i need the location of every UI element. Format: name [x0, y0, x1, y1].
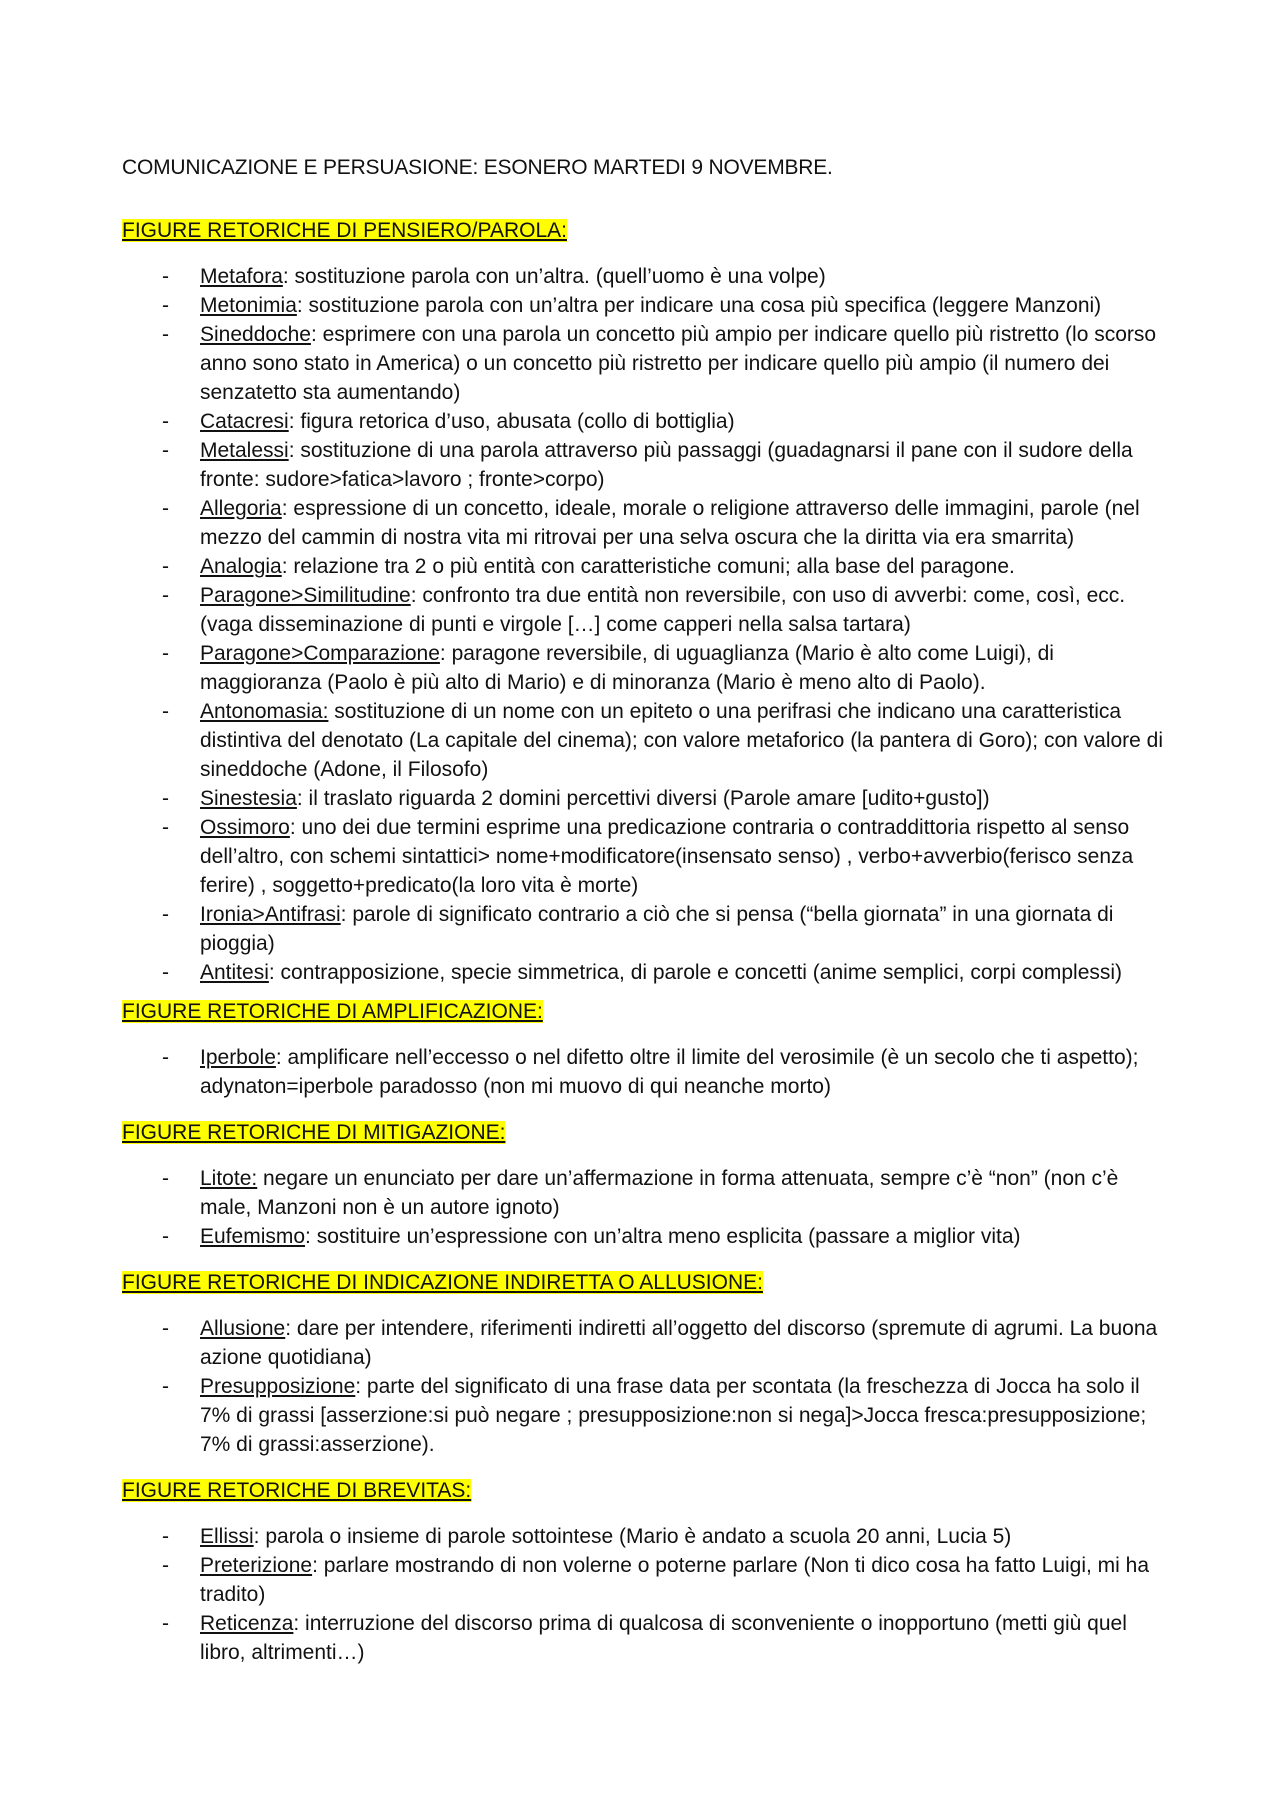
term: Analogia — [200, 555, 282, 578]
bullet-dash: - — [162, 555, 169, 578]
definition: : sostituzione parola con un’altra per indicare una cosa più specifica (leggere Manzoni) — [296, 294, 1102, 317]
definition: : parole di significato contrario a ciò che si pensa (“bella giornata” in una giornata di pioggia) — [200, 903, 1114, 955]
section-heading — [122, 216, 1172, 245]
bullet-dash: - — [162, 1225, 169, 1248]
definition: : il traslato riguarda 2 domini percettivi diversi (Parole amare [udito+gusto]) — [296, 787, 990, 810]
bullet-dash: - — [162, 439, 169, 462]
section-heading — [122, 997, 1172, 1026]
bullet-dash: - — [162, 1525, 169, 1548]
list-item — [122, 581, 1172, 639]
definition: : figura retorica d’uso, abusata (collo di bottiglia) — [288, 410, 735, 433]
definition: : uno dei due termini esprime una predicazione contraria o contraddittoria rispetto al senso dell’altro, con schemi sintattici> nome+modificatore(insensato senso) , verbo+avverbio(ferisco senza ferire) , soggetto+predicato(la loro vita è morte) — [200, 816, 1134, 897]
definition: sostituzione di un nome con un epiteto o una perifrasi che indicano una caratteristica distintiva del denotato (La capitale del cinema); con valore metaforico (la pantera di Goro); con valore di sineddoche (Adone, il Filosofo) — [200, 700, 1164, 781]
definition: : sostituire un’espressione con un’altra meno esplicita (passare a miglior vita) — [305, 1225, 1021, 1248]
term: Allegoria — [200, 497, 282, 520]
bullet-dash: - — [162, 1554, 169, 1577]
bullet-dash: - — [162, 816, 169, 839]
term: Allusione — [200, 1317, 286, 1340]
bullet-dash: - — [162, 642, 169, 665]
term: Ossimoro — [200, 816, 290, 839]
bullet-dash: - — [162, 961, 169, 984]
definition: : interruzione del discorso prima di qualcosa di sconveniente o inopportuno (metti giù quel libro, altrimenti…) — [200, 1612, 1127, 1664]
section-allusione — [122, 1268, 1172, 1459]
list-item — [122, 639, 1172, 697]
figure-list — [122, 1314, 1172, 1459]
term: Iperbole — [200, 1046, 276, 1069]
bullet-dash: - — [162, 903, 169, 926]
bullet-dash: - — [162, 1375, 169, 1398]
bullet-dash: - — [162, 700, 169, 723]
term: Eufemismo — [200, 1225, 306, 1248]
definition: : relazione tra 2 o più entità con caratteristiche comuni; alla base del paragone. — [281, 555, 1015, 578]
list-item — [122, 1222, 1172, 1251]
definition: : esprimere con una parola un concetto più ampio per indicare quello più ristretto (lo scorso anno sono stato in America) o un concetto più ristretto per indicare quello più ampio (il numero dei senzatetto sta aumentando) — [200, 323, 1157, 404]
list-item — [122, 494, 1172, 552]
definition: : contrapposizione, specie simmetrica, di parole e concetti (anime semplici, corpi complessi) — [268, 961, 1123, 984]
bullet-dash: - — [162, 584, 169, 607]
list-item — [122, 958, 1172, 987]
bullet-dash: - — [162, 787, 169, 810]
section-heading — [122, 1118, 1172, 1147]
section-heading-text: FIGURE RETORICHE DI MITIGAZIONE: — [122, 1121, 506, 1144]
list-item — [122, 784, 1172, 813]
definition: : sostituzione di una parola attraverso più passaggi (guadagnarsi il pane con il sudore della fronte: sudore>fatica>lavoro ; fronte>corpo) — [200, 439, 1133, 491]
bullet-dash: - — [162, 1317, 169, 1340]
list-item — [122, 552, 1172, 581]
figure-list — [122, 1522, 1172, 1667]
term: Presupposizione — [200, 1375, 356, 1398]
term: Ironia>Antifrasi — [200, 903, 341, 926]
section-pensiero-parola — [122, 216, 1172, 987]
term: Paragone>Similitudine — [200, 584, 411, 607]
section-heading-text: FIGURE RETORICHE DI INDICAZIONE INDIRETTA O ALLUSIONE: — [122, 1271, 763, 1294]
term: Litote: — [200, 1167, 258, 1190]
list-item — [122, 1551, 1172, 1609]
section-brevitas — [122, 1476, 1172, 1667]
term: Catacresi — [200, 410, 289, 433]
list-item — [122, 262, 1172, 291]
list-item — [122, 1609, 1172, 1667]
term: Antitesi — [200, 961, 269, 984]
list-item — [122, 291, 1172, 320]
list-item — [122, 697, 1172, 784]
definition: negare un enunciato per dare un’affermazione in forma attenuata, sempre c’è “non” (non c’è male, Manzoni non è un autore ignoto) — [200, 1167, 1119, 1219]
list-item — [122, 900, 1172, 958]
list-item — [122, 407, 1172, 436]
term: Preterizione — [200, 1554, 313, 1577]
bullet-dash: - — [162, 265, 169, 288]
definition: : dare per intendere, riferimenti indiretti all’oggetto del discorso (spremute di agrumi. La buona azione quotidiana) — [200, 1317, 1158, 1369]
section-amplificazione — [122, 997, 1172, 1101]
definition: : parte del significato di una frase data per scontata (la freschezza di Jocca ha solo il 7% di grassi [asserzione:si può negare ; presupposizione:non si nega]>Jocca fresca:presupposizione; 7% di grassi:asserzione). — [200, 1375, 1147, 1456]
section-heading — [122, 1476, 1172, 1505]
term: Metalessi — [200, 439, 289, 462]
bullet-dash: - — [162, 1046, 169, 1069]
definition: : paragone reversibile, di uguaglianza (Mario è alto come Luigi), di maggioranza (Paolo è più alto di Mario) e di minoranza (Mario è meno alto di Paolo). — [200, 642, 1054, 694]
section-heading-text: FIGURE RETORICHE DI PENSIERO/PAROLA: — [122, 219, 567, 242]
section-heading — [122, 1268, 1172, 1297]
bullet-dash: - — [162, 1167, 169, 1190]
figure-list — [122, 1043, 1172, 1101]
term: Sineddoche — [200, 323, 311, 346]
list-item — [122, 1043, 1172, 1101]
definition: : parlare mostrando di non volerne o poterne parlare (Non ti dico cosa ha fatto Luigi, mi ha tradito) — [200, 1554, 1150, 1606]
bullet-dash: - — [162, 410, 169, 433]
section-heading-text: FIGURE RETORICHE DI BREVITAS: — [122, 1479, 472, 1502]
bullet-dash: - — [162, 1612, 169, 1635]
section-mitigazione — [122, 1118, 1172, 1251]
list-item — [122, 1164, 1172, 1222]
bullet-dash: - — [162, 323, 169, 346]
term: Reticenza — [200, 1612, 294, 1635]
list-item — [122, 813, 1172, 900]
term: Metafora — [200, 265, 283, 288]
list-item — [122, 1314, 1172, 1372]
term: Antonomasia: — [200, 700, 329, 723]
term: Metonimia — [200, 294, 297, 317]
document-title: COMUNICAZIONE E PERSUASIONE: ESONERO MARTEDI 9 NOVEMBRE. — [122, 156, 833, 179]
list-item — [122, 1522, 1172, 1551]
bullet-dash: - — [162, 294, 169, 317]
definition: : sostituzione parola con un’altra. (quell’uomo è una volpe) — [282, 265, 826, 288]
section-heading-text: FIGURE RETORICHE DI AMPLIFICAZIONE: — [122, 1000, 543, 1023]
definition: : confronto tra due entità non reversibile, con uso di avverbi: come, così, ecc. (vaga disseminazione di punti e virgole […] come capperi nella salsa tartara) — [200, 584, 1126, 636]
list-item — [122, 320, 1172, 407]
term: Paragone>Comparazione — [200, 642, 440, 665]
definition: : parola o insieme di parole sottointese (Mario è andato a scuola 20 anni, Lucia 5) — [253, 1525, 1012, 1548]
figure-list — [122, 262, 1172, 987]
bullet-dash: - — [162, 497, 169, 520]
term: Sinestesia — [200, 787, 297, 810]
list-item — [122, 1372, 1172, 1459]
term: Ellissi — [200, 1525, 254, 1548]
list-item — [122, 436, 1172, 494]
definition: : espressione di un concetto, ideale, morale o religione attraverso delle immagini, parole (nel mezzo del cammin di nostra vita mi ritrovai per una selva oscura che la diritta via era smarrita) — [200, 497, 1140, 549]
definition: : amplificare nell’eccesso o nel difetto oltre il limite del verosimile (è un secolo che ti aspetto); adynaton=iperbole paradosso (non mi muovo di qui neanche morto) — [200, 1046, 1139, 1098]
figure-list — [122, 1164, 1172, 1251]
